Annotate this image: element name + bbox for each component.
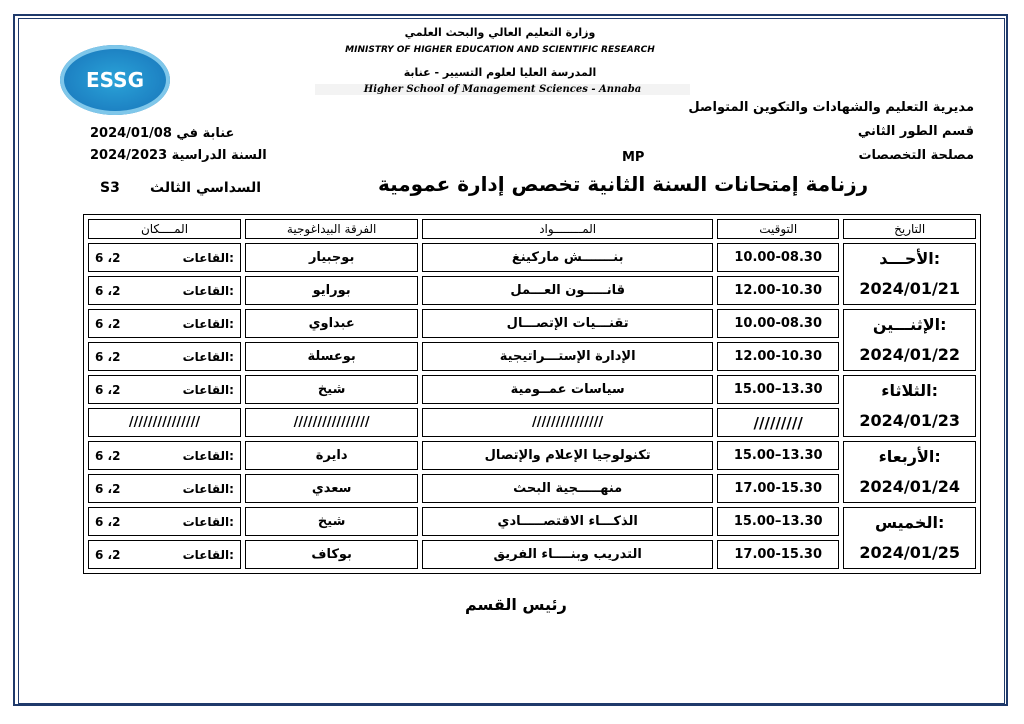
day-name: الخميس: xyxy=(875,513,945,532)
header-place: المــــكان xyxy=(88,219,241,239)
day-date: 2024/01/21 xyxy=(859,279,961,298)
group-cell: سعدي xyxy=(245,474,418,503)
group-cell: دايرة xyxy=(245,441,418,470)
place-cell xyxy=(88,276,241,305)
header-time: التوقيت xyxy=(717,219,839,239)
school-arabic: المدرسة العليا لعلوم التسيير - عنابة xyxy=(403,66,597,79)
subject-cell: الإدارة الإستـــراتيجية xyxy=(422,342,713,371)
service-line: مصلحة التخصصات xyxy=(858,148,974,163)
time-cell: 10.00-08.30 xyxy=(717,309,839,338)
time-cell: 15.00–13.30 xyxy=(717,375,839,404)
table-row xyxy=(88,507,976,536)
day-name: الثلاثاء: xyxy=(881,381,939,400)
place-cell xyxy=(88,243,241,272)
place-cell xyxy=(88,309,241,338)
place-label: القاعات: xyxy=(182,481,234,496)
date-line: عنابة في 2024/01/08 xyxy=(90,126,235,141)
day-date: 2024/01/24 xyxy=(859,477,961,496)
day-name: الإثنـــين: xyxy=(872,315,947,334)
place-value: 6 ،2 xyxy=(95,448,121,463)
place-label: القاعات: xyxy=(182,316,234,331)
time-cell: 15.00–13.30 xyxy=(717,507,839,536)
time-cell: 12.00-10.30 xyxy=(717,342,839,371)
place-label: القاعات: xyxy=(182,514,234,529)
page-title: رزنامة إمتحانات السنة الثانية تخصص إدارة عمومية xyxy=(378,172,869,196)
subject-cell: بنـــــــش ماركينغ xyxy=(422,243,713,272)
place-cell xyxy=(88,474,241,503)
school-english: Higher School of Management Sciences - Annaba xyxy=(315,84,690,95)
table-row xyxy=(88,441,976,470)
subject-cell: منهـــــجية البحث xyxy=(422,474,713,503)
mp-label: MP xyxy=(622,150,645,165)
place-value: 6 ،2 xyxy=(95,250,121,265)
ministry-english: MINISTRY OF HIGHER EDUCATION AND SCIENTIFIC RESEARCH xyxy=(345,45,655,55)
day-cell xyxy=(843,375,976,437)
time-cell: 15.00–13.30 xyxy=(717,441,839,470)
ministry-arabic: وزارة التعليم العالي والبحث العلمي xyxy=(404,26,596,39)
group-cell: بورايو xyxy=(245,276,418,305)
place-label: القاعات: xyxy=(182,250,234,265)
subject-cell: الذكـــاء الاقتصـــــادي xyxy=(422,507,713,536)
place-value: 6 ،2 xyxy=(95,481,121,496)
header-date: التاريخ xyxy=(843,219,976,239)
group-cell: //////////////// xyxy=(245,408,418,437)
subject-cell: تكنولوجيا الإعلام والإتصال xyxy=(422,441,713,470)
department-line: قسم الطور الثاني xyxy=(857,124,974,139)
day-cell xyxy=(843,309,976,371)
place-label: القاعات: xyxy=(182,382,234,397)
table-row xyxy=(88,375,976,404)
semester-label: السداسي الثالث xyxy=(150,180,262,196)
group-cell: شيخ xyxy=(245,507,418,536)
directorate-line: مديرية التعليم والشهادات والتكوين المتواصل xyxy=(688,100,974,115)
time-cell: ///////// xyxy=(717,408,839,437)
school-logo xyxy=(60,45,170,115)
place-value: 6 ،2 xyxy=(95,349,121,364)
place-label: القاعات: xyxy=(182,349,234,364)
header-group: الفرقة البيداغوجية xyxy=(245,219,418,239)
day-cell xyxy=(843,507,976,569)
day-cell xyxy=(843,441,976,503)
place-cell xyxy=(88,540,241,569)
place-label: القاعات: xyxy=(182,547,234,562)
place-value: 6 ،2 xyxy=(95,382,121,397)
subject-cell: التدريب وبنــــاء الفريق xyxy=(422,540,713,569)
table-header-row xyxy=(88,219,976,239)
time-cell: 10.00-08.30 xyxy=(717,243,839,272)
logo-text: ESSG xyxy=(86,68,144,92)
group-cell: بوكاف xyxy=(245,540,418,569)
subject-cell: /////////////// xyxy=(422,408,713,437)
place-label: القاعات: xyxy=(182,283,234,298)
group-cell: عبداوي xyxy=(245,309,418,338)
group-cell: شيخ xyxy=(245,375,418,404)
exam-schedule-table xyxy=(83,214,981,574)
place-cell: /////////////// xyxy=(88,408,241,437)
department-head-signature: رئيس القسم xyxy=(465,595,567,614)
place-cell xyxy=(88,375,241,404)
time-cell: 17.00-15.30 xyxy=(717,540,839,569)
table-row xyxy=(88,243,976,272)
day-date: 2024/01/22 xyxy=(859,345,961,364)
table-row xyxy=(88,309,976,338)
time-cell: 12.00-10.30 xyxy=(717,276,839,305)
academic-year-line: السنة الدراسية 2024/2023 xyxy=(90,148,267,163)
subject-cell: تقنـــيات الإتصـــال xyxy=(422,309,713,338)
place-value: 6 ،2 xyxy=(95,547,121,562)
place-label: القاعات: xyxy=(182,448,234,463)
subject-cell: قانـــــون العـــمل xyxy=(422,276,713,305)
place-cell xyxy=(88,342,241,371)
day-name: الأربعاء: xyxy=(878,447,941,466)
day-name: الأحـــد: xyxy=(879,249,941,268)
subject-cell: سياسات عمــومية xyxy=(422,375,713,404)
place-value: 6 ،2 xyxy=(95,283,121,298)
header-subject: المــــــــواد xyxy=(422,219,713,239)
day-cell xyxy=(843,243,976,305)
day-date: 2024/01/23 xyxy=(859,411,961,430)
group-cell: بوعسلة xyxy=(245,342,418,371)
day-date: 2024/01/25 xyxy=(859,543,961,562)
group-cell: بوجبيار xyxy=(245,243,418,272)
place-value: 6 ،2 xyxy=(95,316,121,331)
place-cell xyxy=(88,441,241,470)
time-cell: 17.00-15.30 xyxy=(717,474,839,503)
place-value: 6 ،2 xyxy=(95,514,121,529)
semester-code: S3 xyxy=(100,180,120,196)
place-cell xyxy=(88,507,241,536)
